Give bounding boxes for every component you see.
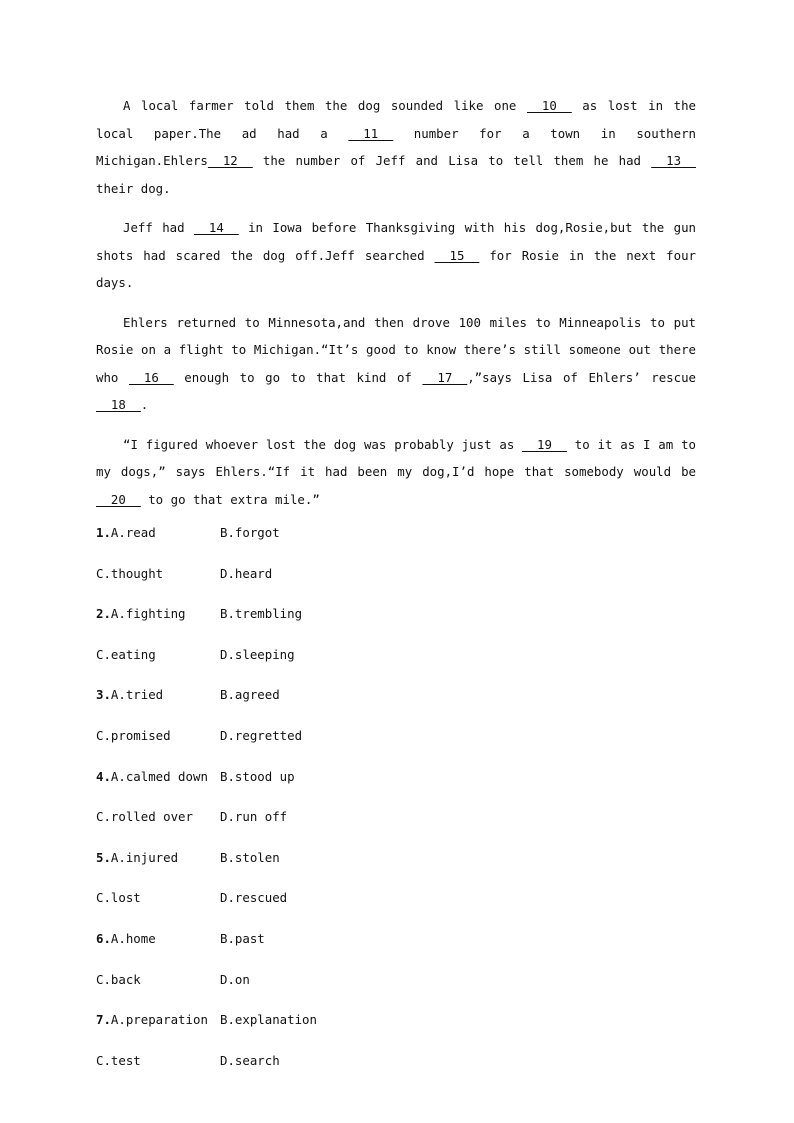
answer-blank: __17__ <box>422 369 468 385</box>
question-row <box>96 606 696 647</box>
paragraph-text: in Iowa before Thanksgiving with his dog,Rosie,but the gun shots had scared the dog off.Jeff searched <box>96 220 696 263</box>
paragraph-text: Ehlers returned to Minnesota,and then drove 100 miles to Minneapolis to put Rosie on a flight to Michigan.“It’s good to know there’s still someone out there who <box>96 314 696 385</box>
paragraph-text: . <box>140 397 149 412</box>
option-b: B.past <box>220 930 265 946</box>
question-row <box>96 890 696 931</box>
question-number: 6. <box>96 930 111 946</box>
option-c: C.thought <box>96 565 164 581</box>
option-a <box>96 1012 220 1027</box>
option-a-text: A.read <box>110 525 156 540</box>
paragraph-text: to go that extra mile.” <box>140 491 320 507</box>
answer-blank: __14__ <box>193 220 239 235</box>
question-row <box>96 1012 696 1053</box>
option-c: C.lost <box>96 890 141 906</box>
paragraph-text: Jeff had <box>123 220 194 235</box>
question-row <box>96 769 696 810</box>
paragraph-text: as lost in the local paper.The ad had a <box>96 98 696 141</box>
option-a <box>96 606 220 621</box>
answer-blank: __13__ <box>651 153 696 168</box>
passage-paragraph <box>96 309 696 419</box>
answer-blank: __10__ <box>526 98 572 113</box>
option-b: B.stood up <box>220 768 295 784</box>
paragraph-text: for Rosie in the next four days. <box>96 247 696 290</box>
answer-blank: __18__ <box>96 397 141 412</box>
option-d: D.sleeping <box>220 646 295 662</box>
answer-blank: __15__ <box>434 247 480 263</box>
option-a <box>96 687 220 702</box>
question-row <box>96 972 696 1013</box>
paragraph-text: their dog. <box>96 180 171 196</box>
option-a-text: A.preparation <box>110 1012 208 1028</box>
question-number: 1. <box>96 525 111 540</box>
question-number: 2. <box>96 606 111 622</box>
question-row <box>96 647 696 688</box>
option-d: D.search <box>220 1052 280 1068</box>
paragraph-text: to it as I am to my dogs,” says Ehlers.“If it had been my dog,I’d hope that somebody would be <box>96 436 696 479</box>
option-a-text: A.injured <box>110 849 179 865</box>
option-c: C.back <box>96 971 141 987</box>
paragraph-text: “I figured whoever lost the dog was probably just as <box>123 436 523 452</box>
option-a-text: A.tried <box>110 687 164 703</box>
paragraph-text: A local farmer told them the dog sounded like one <box>123 98 527 113</box>
answer-blank: __19__ <box>522 436 567 452</box>
answer-blank: __20__ <box>96 491 141 507</box>
option-c: C.eating <box>96 646 156 662</box>
question-number: 3. <box>96 687 111 703</box>
option-b: B.agreed <box>220 687 280 703</box>
option-c: C.promised <box>96 727 171 743</box>
question-row <box>96 728 696 769</box>
option-b: B.trembling <box>220 606 303 622</box>
question-row <box>96 931 696 972</box>
passage <box>96 92 696 513</box>
answer-blank: __11__ <box>348 125 394 141</box>
question-number: 7. <box>96 1012 111 1028</box>
question-row <box>96 687 696 728</box>
option-a-text: A.calmed down <box>110 768 208 784</box>
option-d: D.heard <box>220 565 273 581</box>
option-b: B.forgot <box>220 525 280 540</box>
question-number: 4. <box>96 768 111 784</box>
option-d: D.rescued <box>220 890 288 906</box>
question-row <box>96 850 696 891</box>
option-a <box>96 850 220 865</box>
paragraph-text: enough to go to that kind of <box>173 369 423 385</box>
document-page <box>96 92 696 1093</box>
question-row <box>96 525 696 566</box>
option-a <box>96 525 220 540</box>
option-a-text: A.home <box>110 930 156 946</box>
option-c: C.rolled over <box>96 809 193 825</box>
passage-paragraph <box>96 431 696 514</box>
option-d: D.on <box>220 971 250 987</box>
question-number: 5. <box>96 849 111 865</box>
option-d: D.run off <box>220 809 288 825</box>
option-c: C.test <box>96 1052 141 1068</box>
passage-paragraph <box>96 92 696 202</box>
question-row <box>96 566 696 607</box>
option-a <box>96 769 220 784</box>
question-options <box>96 525 696 1093</box>
paragraph-text: number for a town in southern Michigan.Ehlers <box>96 125 697 168</box>
passage-paragraph <box>96 214 696 297</box>
answer-blank: __16__ <box>128 369 174 385</box>
option-d: D.regretted <box>220 727 303 743</box>
option-b: B.explanation <box>220 1012 317 1028</box>
option-a <box>96 931 220 946</box>
answer-blank: __12__ <box>207 153 253 168</box>
question-row <box>96 1053 696 1094</box>
paragraph-text: ,”says Lisa of Ehlers’ rescue <box>467 369 697 385</box>
question-row <box>96 809 696 850</box>
option-b: B.stolen <box>220 849 280 865</box>
option-a-text: A.fighting <box>110 606 186 622</box>
paragraph-text: the number of Jeff and Lisa to tell them he had <box>252 153 652 168</box>
